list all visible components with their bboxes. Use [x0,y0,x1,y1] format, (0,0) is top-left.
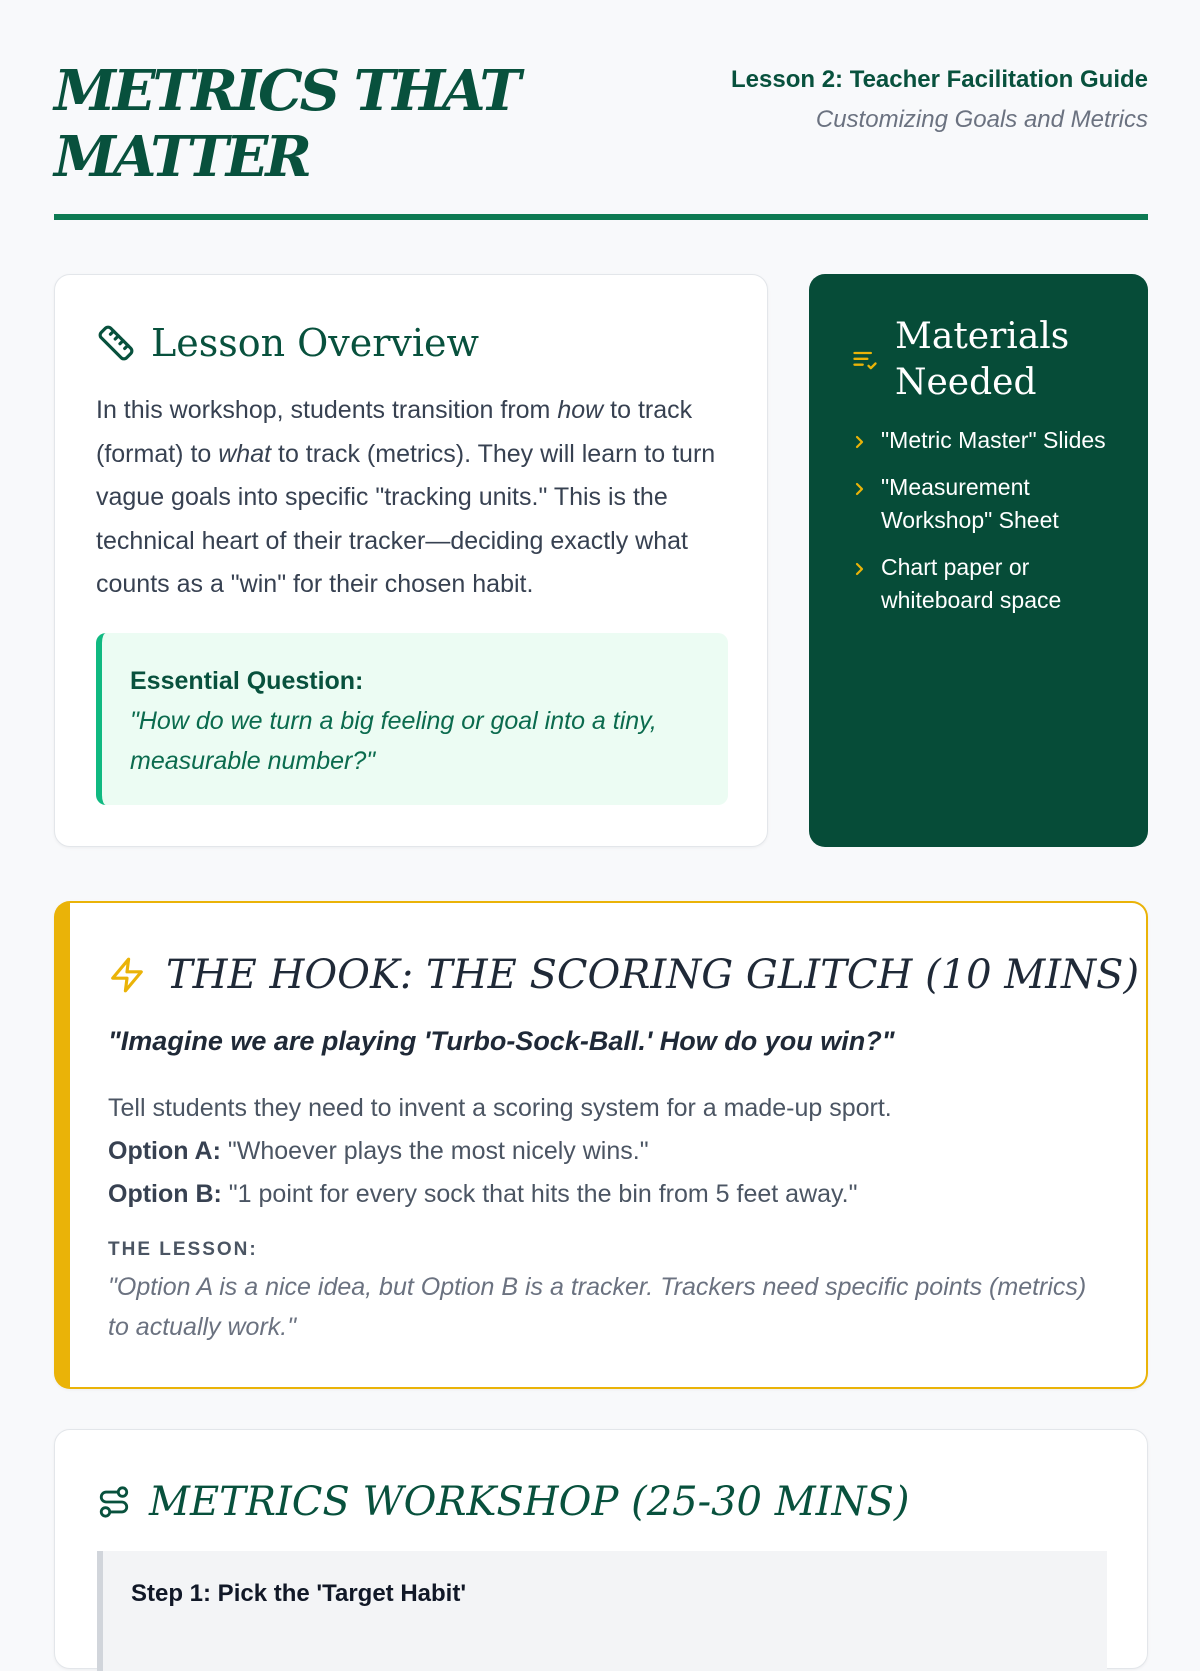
page-title: METRICS THAT MATTER [54,58,519,190]
lesson-subtitle: Customizing Goals and Metrics [815,106,1148,133]
materials-list [851,424,1121,631]
overview-text [96,389,736,607]
material-item-label: Chart paper or whiteboard space [881,554,1062,613]
list-item [851,551,1121,617]
header-meta [728,60,1148,140]
option-a-text: "Whoever plays the most nicely wins." [220,1137,649,1165]
option-b-label: Option B: [108,1180,222,1208]
hook-title: THE HOOK: THE SCORING GLITCH (10 MINS) [166,952,1140,998]
overview-text-em-what: what [218,439,272,468]
essential-question-text: "How do we turn a big feeling or goal into a tiny, measurable number?" [130,707,657,775]
option-a [108,1130,1108,1173]
workshop-title: METRICS WORKSHOP (25-30 MINS) [149,1479,910,1525]
option-a-label: Option A: [108,1137,221,1165]
hook-card [54,901,1148,1389]
hook-quote: "Imagine we are playing 'Turbo-Sock-Ball.' How do you win?" [108,1026,895,1056]
list-check-icon [851,346,879,374]
lightning-icon [108,956,146,994]
material-item-label: "Measurement Workshop" Sheet [881,474,1059,533]
workshop-heading [97,1474,910,1530]
ruler-icon [97,324,135,362]
overview-text-1: In this workshop, students transition from [96,396,558,424]
step-1-box [97,1551,1107,1671]
overview-title: Lesson Overview [151,321,480,365]
lesson-label: Lesson 2: Teacher Facilitation Guide [731,66,1148,93]
route-icon [97,1485,131,1519]
list-item [851,471,1121,537]
step-1-title: Step 1: Pick the 'Target Habit' [131,1580,467,1607]
essential-question-label: Essential Question: [130,667,364,695]
hook-body [108,1087,1108,1216]
list-item [851,424,1121,457]
option-b-text: "1 point for every sock that hits the bin from 5 feet away." [221,1180,858,1208]
page-header [54,50,1148,220]
overview-text-3: to track (metrics). They will learn to turn vague goals into specific "tracking units." This is the technical heart of their tracker—deciding exactly what counts as a "win" for their chosen habit. [96,439,716,598]
essential-question-box [96,633,728,805]
overview-heading [97,317,479,369]
chevron-right-icon [851,434,867,450]
workshop-card [54,1429,1148,1669]
hook-intro: Tell students they need to invent a scoring system for a made-up sport. [108,1094,892,1122]
chevron-right-icon [851,561,867,577]
overview-text-em-how: how [557,396,604,424]
chevron-right-icon [851,481,867,497]
materials-card [809,274,1148,847]
the-lesson-text: "Option A is a nice idea, but Option B is a tracker. Trackers need specific points (metrics) to actually work." [108,1273,1087,1341]
hook-heading [108,947,1139,1003]
option-b [108,1173,1108,1216]
materials-title: Materials Needed [895,316,1070,403]
overview-text-2: to track (format) to [96,396,693,468]
lesson-overview-card [54,274,768,847]
materials-heading [851,314,1070,406]
the-lesson-label: THE LESSON: [108,1239,258,1260]
material-item-label: "Metric Master" Slides [881,427,1106,453]
